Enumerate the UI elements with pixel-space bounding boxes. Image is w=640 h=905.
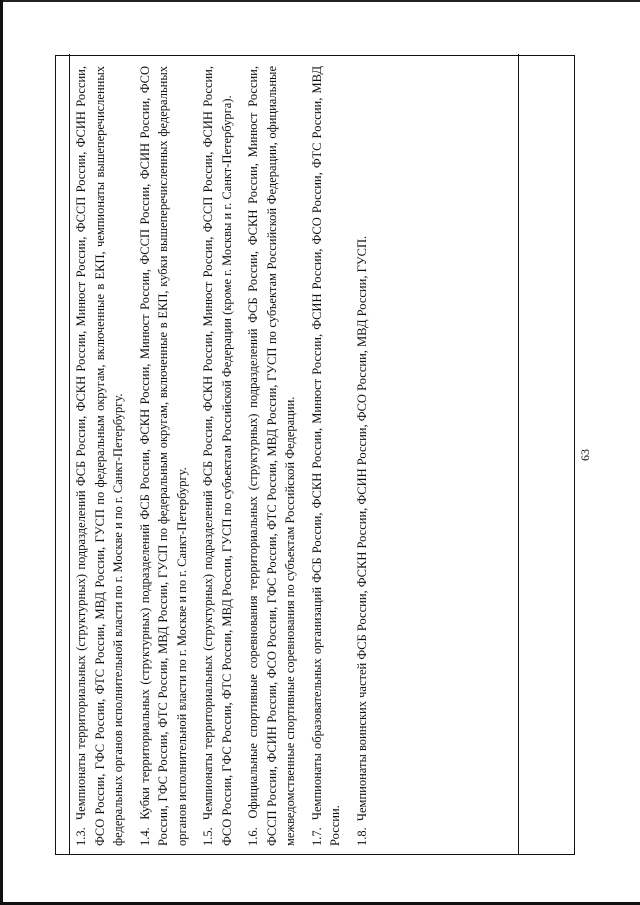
- entry-number: 1.4.: [137, 827, 152, 846]
- table-text-column: [72, 66, 512, 846]
- table-inner-top-border: [69, 54, 70, 854]
- table-frame: [55, 55, 575, 855]
- entry-text: Чемпионаты территориальных (структурных) подразделений ФСБ России, ФСКН России, Минюст России, ФССП России, ФСИН России, ФСО России, ГФС России, ФТС России, МВД России, ГУСП по федеральным округам, включенные в ЕКП, чемпионаты вышеперечисленных федеральных органов исполнительной власти по г. Москве и по г. Санкт-Петербургу.: [74, 66, 125, 846]
- table-row-1-6: [244, 66, 300, 846]
- entry-text: Чемпионаты воинских частей ФСБ России, ФСКН России, ФСИН России, ФСО России, МВД России, ГУСП.: [354, 235, 369, 822]
- entry-text: Чемпионаты территориальных (структурных) подразделений ФСБ России, ФСКН России, Минюст России, ФССП России, ФСИН России, ФСО России, ГФС России, ФТС России, МВД России, ГУСП по субъектам Российской Федерации (кроме г. Москвы и г. Санкт-Петербурга).: [201, 66, 234, 846]
- page-number: 63: [578, 449, 592, 461]
- entry-number: 1.3.: [74, 827, 88, 846]
- table-right-column-border: [518, 54, 519, 854]
- entry-text: Чемпионаты образовательных организаций ФСБ России, ФСКН России, Минюст России, ФСИН России, ФСО России, ФТС России, МВД России.: [309, 66, 342, 846]
- table-row-1-7: [308, 66, 345, 846]
- table-row-1-5: [199, 66, 236, 846]
- entry-number: 1.6.: [246, 827, 260, 846]
- entry-text: Официальные спортивные соревнования территориальных (структурных) подразделений ФСБ России, ФСКН России, Минюст России, ФССП России, ФСИН России, ФСО России, ГФС России, ФТС России, МВД России, ГУСП по субъектам Российской Федерации, официальные межведомственные спортивные соревнования по субъектам Российской Федерации.: [246, 66, 297, 846]
- table-row-1-8: [353, 66, 372, 846]
- entry-number: 1.5.: [201, 827, 215, 846]
- table-row-1-4: [136, 66, 192, 846]
- entry-number: 1.8.: [354, 827, 369, 846]
- entry-number: 1.7.: [309, 827, 324, 846]
- table-row-1-3: [72, 66, 128, 846]
- entry-text: Кубки территориальных (структурных) подразделений ФСБ России, ФСКН России, Минюст России, ФССП России, ФСИН России, ФСО России, ГФС России, ФТС России, МВД России, ГУСП по федеральным округам, включенные в ЕКП, кубки вышеперечисленных федеральных органов исполнительной власти по г. Москве и по г. Санкт-Петербургу.: [137, 66, 189, 846]
